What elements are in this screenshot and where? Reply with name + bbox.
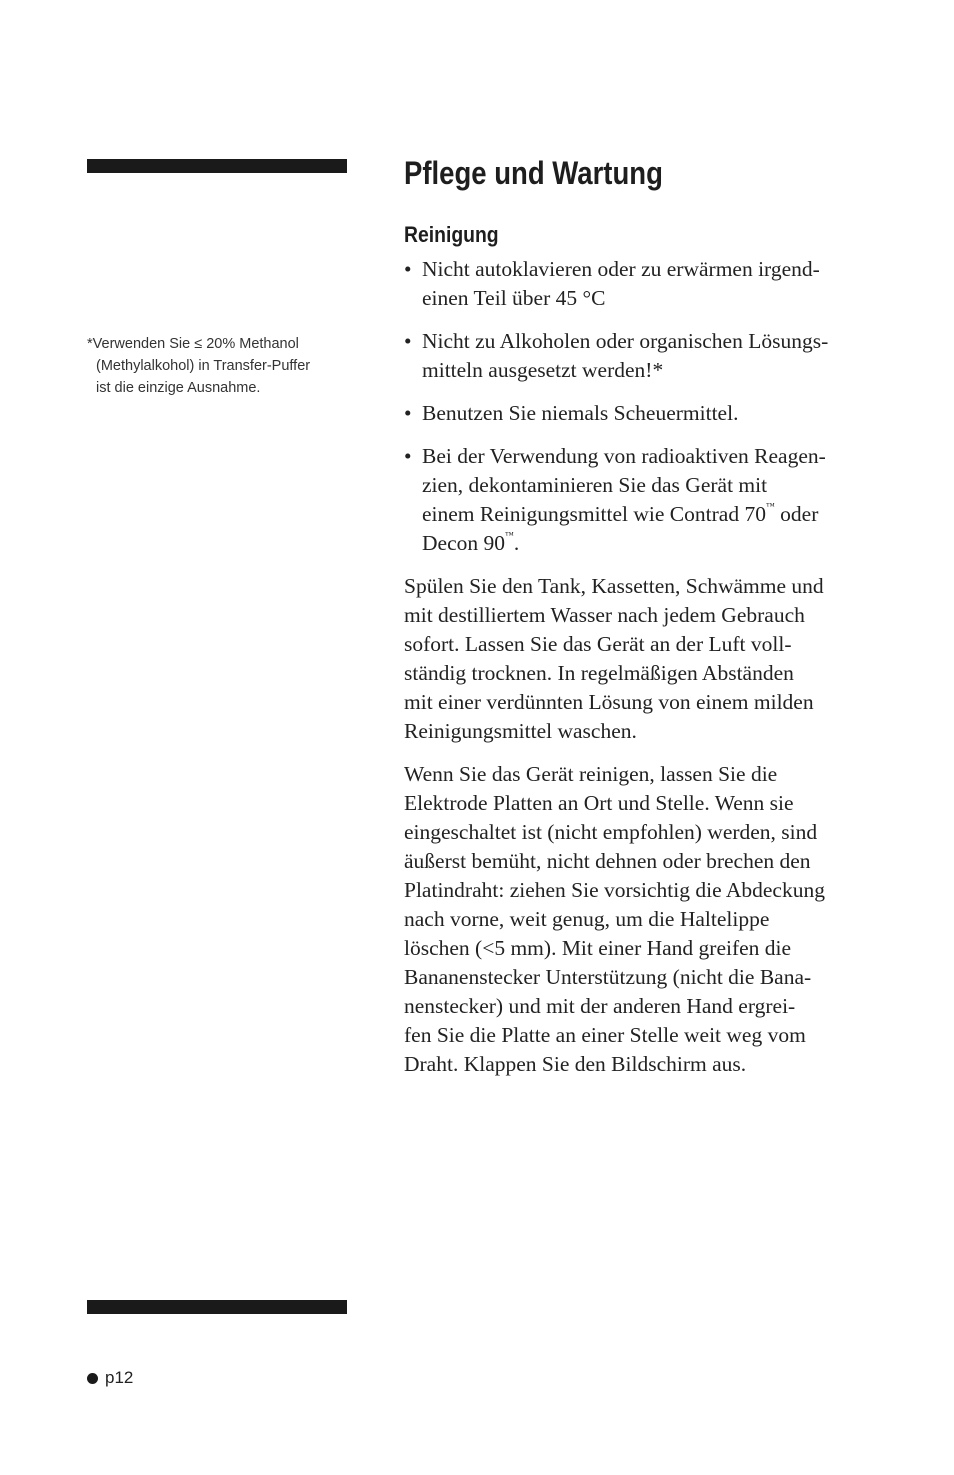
main-content [404,150,874,1093]
trademark-symbol: ™ [765,501,775,511]
paragraph-line: äußerst bemüht, nicht dehnen oder brechen den [404,849,811,873]
trademark-symbol: ™ [505,530,514,540]
paragraph-line: ständig trocknen. In regelmäßigen Abständen [404,661,794,685]
list-item-line: • Benutzen Sie niemals Scheuermittel. [422,401,739,425]
list-item-line: • Bei der Verwendung von radioaktiven Reagen- [422,444,826,468]
list-item-line: einen Teil über 45 °C [422,286,606,310]
list-item-line: • Nicht zu Alkoholen oder organischen Lösungs- [422,329,829,353]
bullet-dot-icon [87,1373,98,1384]
list-item-line [422,529,874,558]
list-item [404,255,874,313]
list-item-text: . [513,531,520,555]
list-item-line: zien, dekontaminieren Sie das Gerät mit [422,473,768,497]
paragraph-line: Wenn Sie das Gerät reinigen, lassen Sie die [404,762,778,786]
bottom-rule [87,1300,347,1314]
paragraph-line: Bananenstecker Unterstützung (nicht die Bana- [404,965,812,989]
list-item-text: oder [774,502,819,526]
paragraph-line: Reinigungsmittel waschen. [404,719,637,743]
paragraph-rinse [404,572,874,746]
footnote-line: ist die einzige Ausnahme. [96,380,261,396]
list-item-line: • Nicht autoklavieren oder zu erwärmen irgend- [422,257,820,281]
footnote-line: *Verwenden Sie ≤ 20% Methanol [87,336,299,352]
list-item-text: einem Reinigungsmittel wie Contrad 70 [422,502,766,526]
paragraph-line: fen Sie die Platte an einer Stelle weit weg vom [404,1023,806,1047]
paragraph-line: nach vorne, weit genug, um die Haltelippe [404,907,770,931]
list-item [404,399,874,428]
footnote [87,333,357,399]
section-heading: Reinigung [404,222,499,247]
bullet-list [404,255,874,558]
page-number-label: p12 [105,1368,134,1387]
paragraph-line: sofort. Lassen Sie das Gerät an der Luft voll- [404,632,792,656]
paragraph-line: löschen (<5 mm). Mit einer Hand greifen die [404,936,792,960]
paragraph-line: Elektrode Platten an Ort und Stelle. Wenn sie [404,791,794,815]
paragraph-line: nenstecker) und mit der anderen Hand ergrei- [404,994,796,1018]
list-item-text: Decon 90 [422,531,505,555]
paragraph-electrode [404,760,874,1079]
list-item [404,442,874,558]
paragraph-line: Platindraht: ziehen Sie vorsichtig die Abdeckung [404,878,825,902]
list-item [404,327,874,385]
list-item-line: mitteln ausgesetzt werden!* [422,358,664,382]
page-number [87,1366,133,1390]
paragraph-line: Spülen Sie den Tank, Kassetten, Schwämme und [404,574,824,598]
list-item-line [422,500,874,529]
top-rule [87,159,347,173]
paragraph-line: Draht. Klappen Sie den Bildschirm aus. [404,1052,747,1076]
paragraph-line: mit einer verdünnten Lösung von einem milden [404,690,814,714]
page-title: Pflege und Wartung [404,155,663,191]
footnote-line: (Methylalkohol) in Transfer-Puffer [96,358,311,374]
paragraph-line: eingeschaltet ist (nicht empfohlen) werden, sind [404,820,818,844]
paragraph-line: mit destilliertem Wasser nach jedem Gebrauch [404,603,805,627]
